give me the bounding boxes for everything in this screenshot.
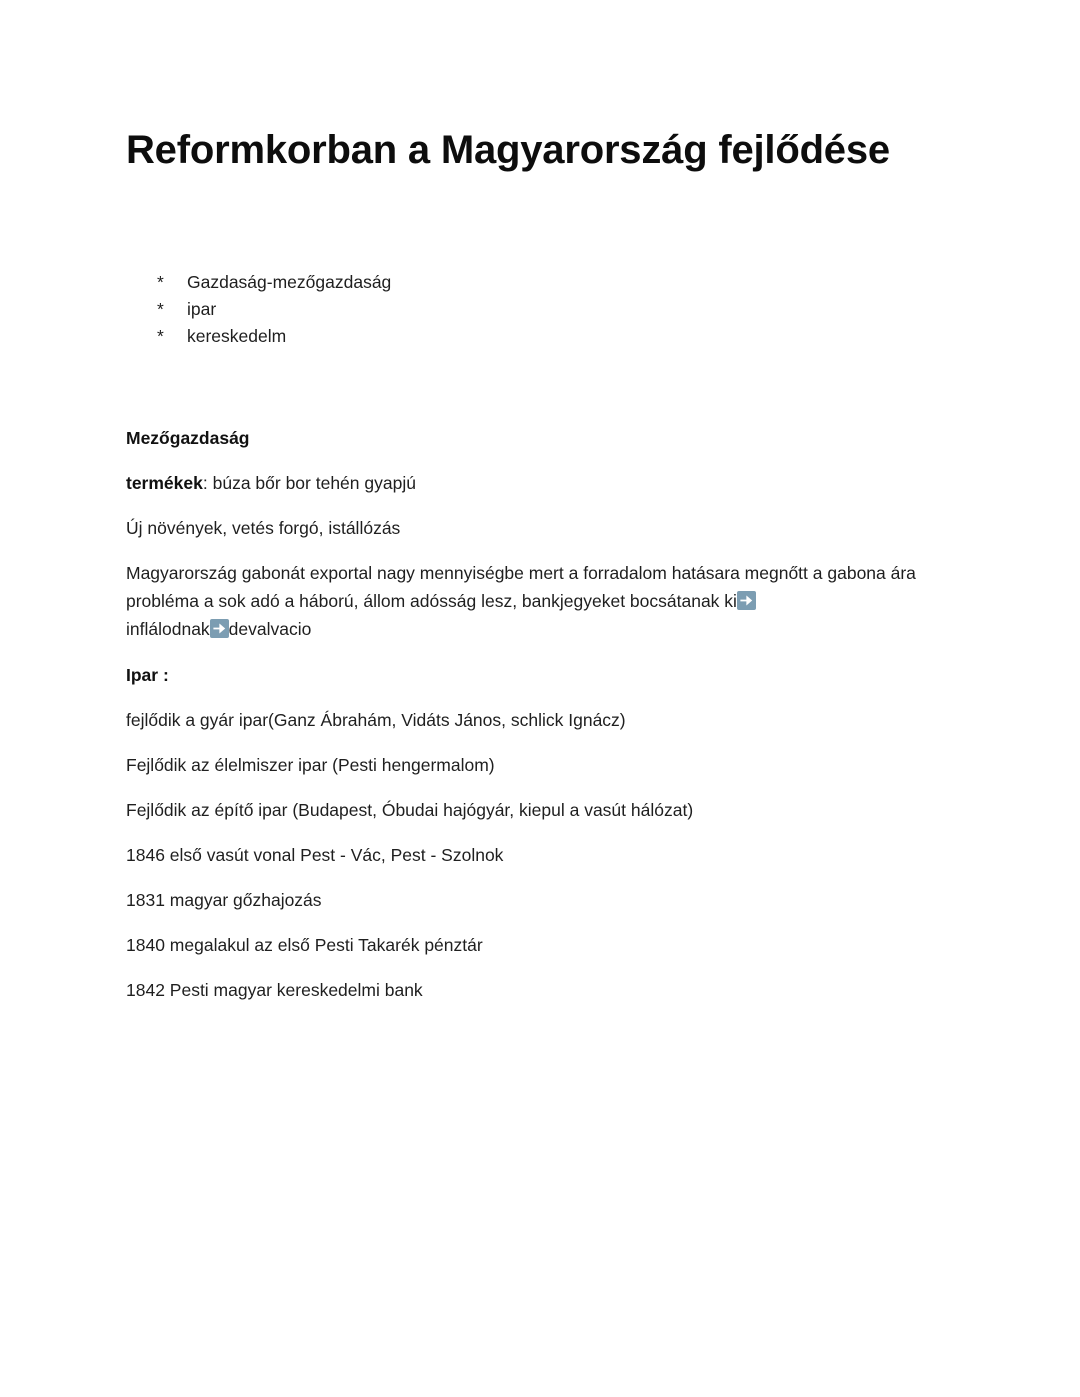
section-heading-industry: Ipar :	[126, 665, 169, 685]
bullet-marker-icon: *	[157, 299, 164, 319]
spacer	[126, 350, 926, 424]
paragraph-grain-export-part1: Magyarország gabonát exportal nagy mennyiségbe mert a forradalom hatásara megnőtt a gabona ára probléma a sok adó a háború, állom adósság lesz, bankjegyeket bocsátanak ki	[126, 563, 916, 611]
paragraph-railway-1846: 1846 első vasút vonal Pest - Vác, Pest - Szolnok	[126, 845, 504, 865]
list-item-label: ipar	[187, 299, 217, 319]
list-item	[126, 269, 926, 296]
list-item	[126, 323, 926, 350]
page-title: Reformkorban a Magyarország fejlődése	[126, 128, 890, 172]
paragraph-products-lead: termékek	[126, 473, 203, 493]
bullet-marker-icon: *	[157, 326, 164, 346]
arrow-right-icon	[210, 619, 229, 638]
paragraph-grain-export-part2: inflálodnak	[126, 619, 210, 639]
spacer	[126, 824, 926, 841]
paragraph-grain-export-part3: devalvacio	[228, 619, 312, 639]
spacer	[126, 452, 926, 469]
paragraph-steamship-1831: 1831 magyar gőzhajozás	[126, 890, 322, 910]
paragraph-new-crops: Új növények, vetés forgó, istállózás	[126, 518, 401, 538]
paragraph-products	[126, 469, 926, 497]
spacer	[126, 734, 926, 751]
paragraph-factory-industry: fejlődik a gyár ipar(Ganz Ábrahám, Vidáts János, schlick Ignácz)	[126, 710, 626, 730]
paragraph-commercial-bank-1842: 1842 Pesti magyar kereskedelmi bank	[126, 980, 423, 1000]
list-item	[126, 296, 926, 323]
spacer	[126, 959, 926, 976]
list-item-label: Gazdaság-mezőgazdaság	[187, 272, 392, 292]
arrow-right-icon	[737, 591, 756, 610]
paragraph-grain-export	[126, 559, 926, 643]
paragraph-products-rest: : búza bőr bor tehén gyapjú	[202, 473, 416, 493]
spacer	[126, 643, 926, 661]
spacer	[126, 869, 926, 886]
document-body	[126, 0, 926, 1004]
list-item-label: kereskedelm	[187, 326, 287, 346]
paragraph-construction-industry: Fejlődik az építő ipar (Budapest, Óbudai hajógyár, kiepul a vasút hálózat)	[126, 800, 694, 820]
spacer	[126, 497, 926, 514]
spacer	[126, 779, 926, 796]
section-heading-agriculture: Mezőgazdaság	[126, 428, 250, 448]
spacer	[126, 542, 926, 559]
bullet-marker-icon: *	[157, 272, 164, 292]
paragraph-savings-bank-1840: 1840 megalakul az első Pesti Takarék pénztár	[126, 935, 483, 955]
paragraph-food-industry: Fejlődik az élelmiszer ipar (Pesti hengermalom)	[126, 755, 495, 775]
spacer	[126, 689, 926, 706]
topic-bullet-list	[126, 173, 926, 350]
spacer	[126, 914, 926, 931]
